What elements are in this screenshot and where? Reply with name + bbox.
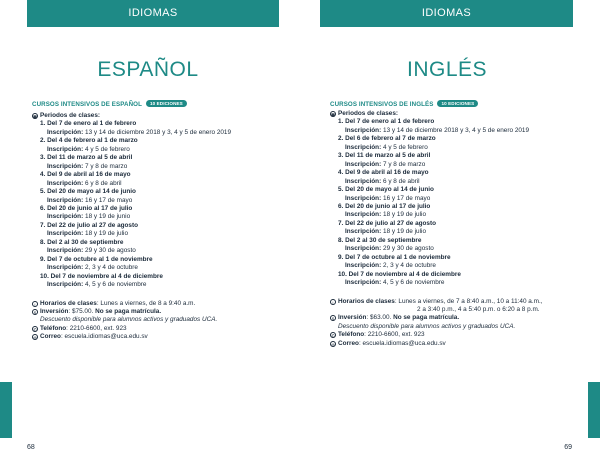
- period-item: 3. Del 11 de marzo al 5 de abril: [338, 152, 431, 160]
- right-page: [300, 0, 600, 463]
- editions-badge: 10 EDICIONES: [146, 100, 187, 107]
- at-icon: @: [331, 341, 336, 347]
- periods-heading: ▦ Periodos de clases:: [33, 112, 101, 119]
- course-heading: [32, 100, 187, 108]
- discount-note: Descuento disponible para alumnos activos y graduados UCA.: [338, 322, 516, 330]
- period-enrollment: Inscripción: 4, 5 y 6 de noviembre: [47, 281, 147, 289]
- period-enrollment: Inscripción: 4 y 5 de febrero: [345, 143, 428, 151]
- period-enrollment: Inscripción: 29 y 30 de agosto: [345, 245, 434, 253]
- period-item: 5. Del 20 de mayo al 14 de junio: [40, 188, 136, 196]
- calendar-icon: ▦: [33, 114, 37, 119]
- period-item: 8. Del 2 al 30 de septiembre: [40, 238, 124, 246]
- period-enrollment: Inscripción: 18 y 19 de julio: [345, 228, 427, 236]
- period-list: [32, 120, 294, 289]
- dollar-icon: $: [33, 309, 37, 315]
- period-item: 2. Del 6 de febrero al 7 de marzo: [338, 135, 436, 143]
- period-enrollment: Inscripción: 13 y 14 de diciembre 2018 y 3, 4 y 5 de enero 2019: [47, 128, 232, 136]
- language-title: INGLÉS: [406, 58, 488, 81]
- period-enrollment: Inscripción: 16 y 17 de mayo: [47, 196, 133, 204]
- phone-line: ✆ Teléfono: 2210-6600, ext. 923: [33, 324, 127, 332]
- page-number: 68: [27, 444, 35, 451]
- period-item: 9. Del 7 de octubre al 1 de noviembre: [40, 255, 153, 263]
- period-enrollment: Inscripción: 4, 5 y 6 de noviembre: [345, 279, 445, 287]
- email-link[interactable]: : escuela.idiomas@uca.edu.sv: [60, 333, 148, 341]
- course-details: [32, 112, 294, 342]
- period-item: 10. Del 7 de noviembre al 4 de diciembre: [40, 272, 163, 280]
- page-header: IDIOMAS: [320, 0, 573, 27]
- period-item: 5. Del 20 de mayo al 14 de junio: [338, 186, 434, 194]
- course-details: [330, 110, 594, 348]
- discount-note: Descuento disponible para alumnos activos y graduados UCA.: [40, 316, 218, 324]
- side-tab: [588, 382, 600, 438]
- page-number: 69: [564, 444, 572, 451]
- period-enrollment: Inscripción: 13 y 14 de diciembre 2018 y 3, 4 y 5 de enero 2019: [345, 126, 530, 134]
- email-link[interactable]: : escuela.idiomas@uca.edu.sv: [358, 339, 446, 347]
- schedule-line: i Horarios de clases: Lunes a viernes, de 8 a 9:40 a.m.: [32, 300, 294, 308]
- period-enrollment: Inscripción: 7 y 8 de marzo: [47, 162, 128, 170]
- period-enrollment: Inscripción: 18 y 19 de julio: [345, 211, 427, 219]
- period-enrollment: Inscripción: 4 y 5 de febrero: [47, 145, 130, 153]
- period-item: 1. Del 7 de enero al 1 de febrero: [338, 118, 435, 126]
- price-line: $ Inversión: $75.00. No se paga matrícula.: [33, 307, 162, 315]
- course-title: CURSOS INTENSIVOS DE ESPAÑOL: [32, 101, 142, 108]
- period-enrollment: Inscripción: 6 y 8 de abril: [47, 179, 122, 187]
- editions-badge: 10 EDICIONES: [437, 100, 478, 107]
- period-item: 7. Del 22 de julio al 27 de agosto: [338, 219, 437, 227]
- price-line: $ Inversión: $63.00. No se paga matrícula.: [331, 314, 460, 322]
- period-item: 6. Del 20 de junio al 17 de julio: [338, 202, 431, 210]
- period-item: 2. Del 4 de febrero al 1 de marzo: [40, 137, 138, 145]
- period-enrollment: Inscripción: 6 y 8 de abril: [345, 177, 420, 185]
- phone-line: ✆ Teléfono: 2210-6600, ext. 923: [331, 331, 425, 339]
- dollar-icon: $: [331, 316, 335, 322]
- enrollment-dates: 13 y 14 de diciembre 2018 y 3, 4 y 5 de enero 2019: [83, 128, 232, 136]
- periods-heading: ▦ Periodos de clases:: [331, 110, 399, 117]
- phone-icon: ✆: [33, 326, 37, 332]
- period-item: 3. Del 11 de marzo al 5 de abril: [40, 154, 133, 162]
- period-enrollment: Inscripción: 7 y 8 de marzo: [345, 160, 426, 168]
- period-enrollment: Inscripción: 2, 3 y 4 de octubre: [47, 264, 138, 272]
- course-heading: [330, 100, 478, 108]
- period-item: 7. Del 22 de julio al 27 de agosto: [40, 221, 139, 229]
- period-item: 8. Del 2 al 30 de septiembre: [338, 236, 422, 244]
- period-enrollment: Inscripción: 2, 3 y 4 de octubre: [345, 262, 436, 270]
- period-item: 6. Del 20 de junio al 17 de julio: [40, 204, 133, 212]
- period-enrollment: Inscripción: 18 y 19 de junio: [47, 213, 131, 221]
- period-enrollment: Inscripción: 29 y 30 de agosto: [47, 247, 136, 255]
- phone-icon: ✆: [331, 333, 335, 339]
- language-title: ESPAÑOL: [97, 58, 199, 81]
- period-enrollment: Inscripción: 18 y 19 de julio: [47, 230, 129, 238]
- calendar-icon: ▦: [331, 112, 335, 117]
- email-line: @ Correo: escuela.idiomas@uca.edu.sv: [33, 333, 148, 341]
- page-header: IDIOMAS: [27, 0, 279, 27]
- period-item: 9. Del 7 de octubre al 1 de noviembre: [338, 253, 451, 261]
- at-icon: @: [33, 335, 38, 341]
- period-item: 10. Del 7 de noviembre al 4 de diciembre: [338, 270, 461, 278]
- period-item: 1. Del 7 de enero al 1 de febrero: [40, 120, 137, 128]
- period-item: 4. Del 9 de abril al 16 de mayo: [40, 171, 131, 179]
- period-item: 4. Del 9 de abril al 16 de mayo: [338, 169, 429, 177]
- course-title: CURSOS INTENSIVOS DE INGLÉS: [330, 101, 434, 108]
- schedule-line: i Horarios de clases: Lunes a viernes, de 7 a 8:40 a.m., 10 a 11:40 a.m.,: [330, 298, 594, 306]
- info-icon: i: [330, 299, 336, 305]
- schedule-continuation: 2 a 3:40 p.m., 4 a 5:40 p.m. o 6:20 a 8 p.m.: [417, 305, 540, 313]
- info-icon: i: [32, 301, 38, 307]
- period-list: [330, 118, 594, 287]
- side-tab: [0, 382, 12, 438]
- period-enrollment: Inscripción: 16 y 17 de mayo: [345, 194, 431, 202]
- email-line: @ Correo: escuela.idiomas@uca.edu.sv: [331, 339, 446, 347]
